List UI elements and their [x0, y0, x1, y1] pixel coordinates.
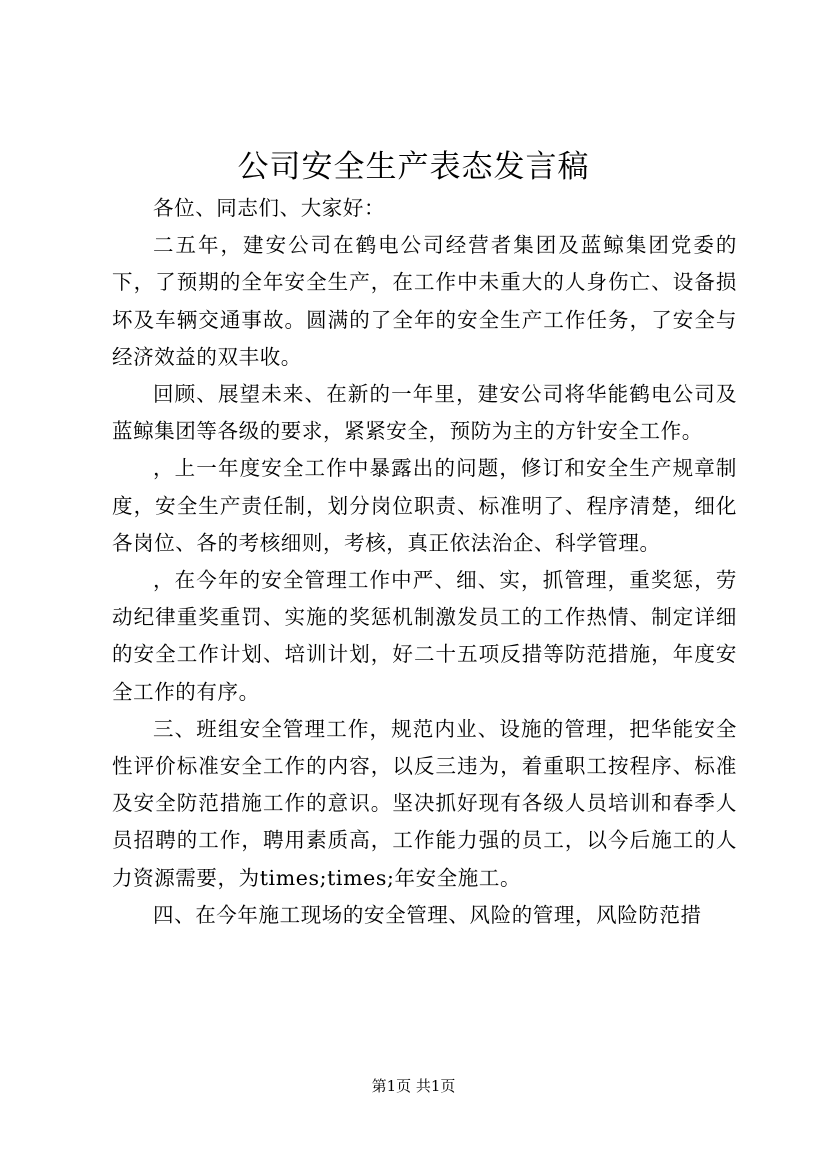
- page-footer: 第1页 共1页: [371, 1077, 456, 1095]
- document-title: 公司安全生产表态发言稿: [237, 149, 590, 185]
- paragraph-2: 回顾、展望未来、在新的一年里，建安公司将华能鹤电公司及蓝鲸集团等各级的要求，紧紧安全，预防为主的方针安全工作。: [112, 382, 737, 444]
- paragraph-3: ，上一年度安全工作中暴露出的问题，修订和安全生产规章制度，安全生产责任制，划分岗位职责、标准明了、程序清楚，细化各岗位、各的考核细则，考核，真正依法治企、科学管理。: [112, 456, 737, 555]
- paragraph-5: 三、班组安全管理工作，规范内业、设施的管理，把华能安全性评价标准安全工作的内容，以反三违为，着重职工按程序、标准及安全防范措施工作的意识。坚决抓好现有各级人员培训和春季人员招聘的工作，聘用素质高，工作能力强的员工，以今后施工的人力资源需要，为times;times;年安全施工。: [112, 716, 737, 890]
- paragraph-greeting: 各位、同志们、大家好：: [153, 196, 386, 220]
- paragraph-1: 二五年，建安公司在鹤电公司经营者集团及蓝鲸集团党委的下，了预期的全年安全生产，在工作中未重大的人身伤亡、设备损坏及车辆交通事故。圆满的了全年的安全生产工作任务，了安全与经济效益的双丰收。: [112, 233, 737, 369]
- paragraph-6: 四、在今年施工现场的安全管理、风险的管理，风险防范措: [153, 902, 702, 927]
- document-body: [112, 190, 737, 934]
- paragraph-4: ，在今年的安全管理工作中严、细、实，抓管理，重奖惩，劳动纪律重奖重罚、实施的奖惩机制激发员工的工作热情、制定详细的安全工作计划、培训计划，好二十五项反措等防范措施，年度安全工作的有序。: [112, 568, 737, 704]
